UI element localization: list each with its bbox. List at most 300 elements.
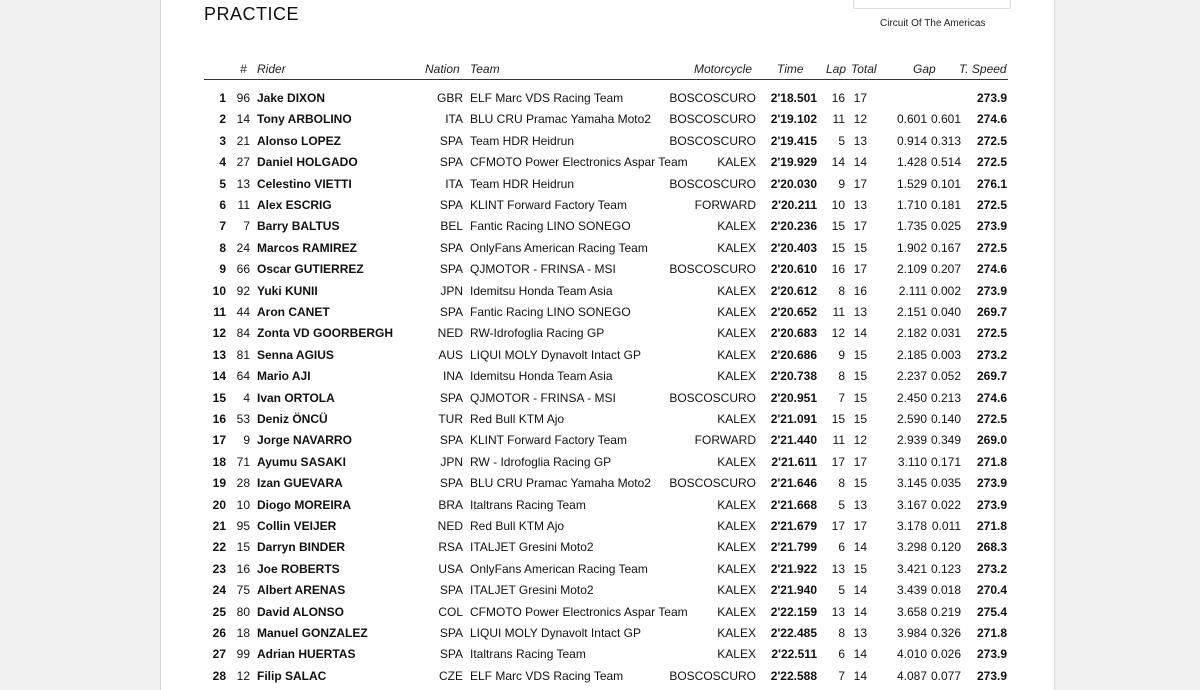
cell-rider: Collin VEIJER [257, 519, 337, 533]
cell-motorcycle: KALEX [717, 540, 756, 555]
cell-nation: SPA [439, 198, 463, 212]
cell-motorcycle: KALEX [717, 326, 756, 341]
header-time: Time [777, 62, 804, 76]
cell-lap: 6 [838, 647, 845, 662]
cell-team: Red Bull KTM Ajo [470, 519, 565, 533]
cell-motorcycle: BOSCOSCURO [669, 476, 756, 491]
table-row [161, 431, 1054, 451]
table-row [161, 410, 1054, 430]
cell-time: 2'20.652 [770, 305, 817, 319]
cell-lap: 11 [832, 433, 845, 448]
cell-top-speed: 273.2 [976, 347, 1007, 362]
cell-number: 16 [236, 561, 250, 576]
cell-total: 14 [853, 326, 867, 341]
cell-team: BLU CRU Pramac Yamaha Moto2 [470, 476, 651, 491]
cell-lap: 13 [831, 604, 845, 619]
cell-number: 53 [236, 412, 250, 426]
cell-rider: Aron CANET [257, 305, 330, 319]
cell-top-speed: 270.4 [976, 583, 1007, 598]
results-table [161, 0, 1054, 690]
cell-team: Italtrans Racing Team [470, 647, 586, 662]
cell-top-speed: 272.5 [976, 412, 1007, 426]
cell-lap: 10 [831, 198, 845, 212]
cell-team: Team HDR Heidrun [470, 133, 575, 148]
cell-motorcycle: KALEX [717, 647, 756, 662]
cell-motorcycle: KALEX [717, 519, 756, 533]
table-row [161, 603, 1054, 623]
header-speed: T. Speed [959, 62, 1007, 76]
table-row [161, 667, 1054, 687]
cell-rider: Daniel HOLGADO [257, 155, 358, 170]
cell-total: 17 [853, 454, 867, 469]
cell-motorcycle: KALEX [717, 283, 756, 298]
table-row [161, 175, 1054, 195]
cell-rider: Yuki KUNII [257, 283, 318, 298]
cell-top-speed: 275.4 [976, 604, 1007, 619]
table-row [161, 303, 1054, 323]
cell-gap-prev: 0.011 [931, 519, 961, 533]
cell-motorcycle: KALEX [717, 583, 756, 598]
cell-rider: Alonso LOPEZ [257, 133, 341, 148]
cell-gap-first: 3.984 [896, 626, 927, 640]
cell-gap-first: 3.439 [896, 583, 927, 598]
page-title: PRACTICE [204, 4, 300, 24]
cell-top-speed: 273.9 [976, 91, 1007, 105]
cell-position: 4 [219, 155, 226, 170]
cell-team: Team HDR Heidrun [470, 176, 575, 191]
cell-total: 14 [853, 647, 867, 662]
cell-number: 44 [236, 305, 250, 319]
header-gap: Gap [913, 62, 936, 76]
cell-position: 10 [212, 283, 226, 298]
cell-lap: 13 [831, 561, 845, 576]
cell-lap: 8 [838, 369, 845, 384]
cell-position: 1 [219, 91, 226, 105]
cell-motorcycle: BOSCOSCURO [669, 668, 756, 683]
cell-number: 95 [236, 519, 250, 533]
cell-motorcycle: KALEX [717, 497, 756, 512]
cell-time: 2'19.102 [770, 112, 817, 127]
cell-lap: 8 [838, 283, 845, 298]
cell-time: 2'20.738 [770, 369, 817, 384]
cell-gap-prev: 0.601 [930, 112, 961, 127]
cell-position: 11 [213, 305, 226, 319]
cell-position: 24 [212, 583, 226, 598]
cell-number: 99 [236, 647, 250, 662]
cell-team: CFMOTO Power Electronics Aspar Team [470, 604, 688, 619]
cell-top-speed: 273.9 [976, 219, 1007, 234]
cell-number: 27 [236, 155, 250, 170]
cell-gap-first: 3.167 [896, 497, 927, 512]
cell-lap: 7 [838, 390, 845, 405]
cell-total: 15 [853, 240, 867, 255]
cell-rider: Deniz ÖNCÜ [257, 412, 328, 426]
cell-lap: 14 [831, 155, 845, 170]
cell-motorcycle: BOSCOSCURO [669, 176, 756, 191]
table-row [161, 389, 1054, 409]
cell-motorcycle: KALEX [717, 604, 756, 619]
header-total: Total [851, 62, 877, 76]
cell-gap-first: 2.237 [896, 369, 927, 384]
cell-gap-prev: 0.120 [930, 540, 961, 555]
table-row [161, 282, 1054, 302]
table-row [161, 560, 1054, 580]
table-row [161, 89, 1054, 109]
cell-time: 2'20.236 [770, 219, 817, 234]
cell-number: 12 [236, 668, 250, 683]
cell-gap-prev: 0.031 [930, 326, 961, 341]
cell-top-speed: 273.9 [976, 668, 1007, 683]
cell-motorcycle: FORWARD [694, 433, 756, 448]
cell-top-speed: 269.7 [976, 369, 1007, 384]
cell-team: RW-Idrofoglia Racing GP [470, 326, 605, 341]
header-lap: Lap [826, 62, 847, 76]
cell-lap: 12 [831, 326, 845, 341]
cell-total: 15 [853, 561, 867, 576]
cell-total: 13 [853, 305, 867, 319]
cell-time: 2'21.922 [770, 561, 817, 576]
cell-rider: Marcos RAMIREZ [257, 240, 358, 255]
cell-motorcycle: KALEX [717, 240, 756, 255]
cell-motorcycle: KALEX [717, 219, 756, 234]
cell-top-speed: 268.3 [976, 540, 1007, 555]
cell-position: 21 [212, 519, 226, 533]
cell-nation: SPA [439, 240, 463, 255]
cell-time: 2'22.485 [770, 626, 817, 640]
cell-nation: SPA [439, 262, 463, 277]
cell-position: 19 [212, 476, 226, 491]
cell-gap-first: 3.421 [896, 561, 927, 576]
cell-top-speed: 271.8 [976, 519, 1007, 533]
cell-position: 16 [212, 412, 226, 426]
cell-top-speed: 271.8 [976, 626, 1007, 640]
cell-position: 27 [212, 647, 226, 662]
cell-position: 8 [219, 240, 226, 255]
cell-rider: Diogo MOREIRA [257, 497, 351, 512]
cell-total: 12 [853, 433, 867, 448]
cell-gap-first: 2.182 [896, 326, 927, 341]
cell-time: 2'20.612 [770, 283, 817, 298]
cell-time: 2'21.799 [770, 540, 817, 555]
cell-time: 2'20.211 [771, 198, 817, 212]
cell-top-speed: 272.5 [976, 240, 1007, 255]
cell-team: RW - Idrofoglia Racing GP [470, 454, 612, 469]
cell-position: 18 [212, 454, 226, 469]
cell-gap-first: 0.914 [896, 133, 927, 148]
cell-time: 2'20.683 [770, 326, 817, 341]
cell-nation: TUR [438, 412, 463, 426]
cell-time: 2'18.501 [770, 91, 817, 105]
cell-gap-first: 1.710 [896, 198, 927, 212]
cell-number: 18 [236, 626, 250, 640]
header-team: Team [470, 62, 500, 76]
cell-rider: Izan GUEVARA [257, 476, 343, 491]
cell-time: 2'20.030 [770, 176, 817, 191]
cell-gap-prev: 0.514 [930, 155, 961, 170]
cell-team: QJMOTOR - FRINSA - MSI [470, 390, 616, 405]
cell-gap-first: 3.658 [896, 604, 927, 619]
table-row [161, 217, 1054, 237]
cell-gap-first: 2.185 [896, 347, 927, 362]
cell-number: 71 [236, 454, 250, 469]
cell-position: 22 [212, 540, 226, 555]
cell-number: 11 [237, 198, 250, 212]
cell-position: 17 [212, 433, 226, 448]
cell-position: 14 [212, 369, 226, 384]
cell-nation: AUS [438, 347, 463, 362]
cell-team: Italtrans Racing Team [470, 497, 586, 512]
cell-gap-prev: 0.018 [930, 583, 961, 598]
table-row [161, 239, 1054, 259]
cell-gap-prev: 0.002 [930, 283, 961, 298]
cell-rider: David ALONSO [257, 604, 344, 619]
cell-rider: Darryn BINDER [257, 540, 346, 555]
cell-position: 23 [212, 561, 226, 576]
cell-gap-prev: 0.213 [930, 390, 961, 405]
cell-motorcycle: KALEX [717, 454, 756, 469]
table-row [161, 581, 1054, 601]
cell-gap-prev: 0.022 [930, 497, 961, 512]
cell-rider: Oscar GUTIERREZ [257, 262, 364, 277]
cell-position: 7 [219, 219, 226, 234]
cell-number: 64 [236, 369, 250, 384]
cell-position: 20 [212, 497, 226, 512]
cell-position: 26 [212, 626, 226, 640]
cell-top-speed: 273.9 [976, 647, 1007, 662]
header-num: # [240, 62, 247, 76]
cell-nation: SPA [439, 626, 463, 640]
cell-team: Fantic Racing LINO SONEGO [470, 219, 631, 234]
cell-total: 17 [853, 219, 867, 234]
cell-time: 2'21.679 [770, 519, 817, 533]
cell-total: 13 [853, 626, 867, 640]
cell-team: ELF Marc VDS Racing Team [470, 668, 624, 683]
cell-number: 24 [236, 240, 250, 255]
cell-lap: 16 [831, 91, 845, 105]
cell-time: 2'22.511 [771, 647, 817, 662]
cell-number: 14 [236, 112, 250, 127]
cell-nation: SPA [439, 133, 463, 148]
cell-motorcycle: BOSCOSCURO [669, 390, 756, 405]
cell-lap: 9 [838, 347, 845, 362]
cell-team: KLINT Forward Factory Team [470, 198, 627, 212]
cell-rider: Zonta VD GOORBERGH [257, 326, 394, 341]
cell-motorcycle: KALEX [717, 155, 756, 170]
cell-gap-first: 2.151 [896, 305, 927, 319]
cell-gap-prev: 0.313 [930, 133, 961, 148]
cell-number: 75 [236, 583, 250, 598]
cell-rider: Alex ESCRIG [257, 198, 332, 212]
cell-number: 15 [236, 540, 250, 555]
cell-total: 13 [853, 133, 867, 148]
cell-position: 13 [212, 347, 226, 362]
cell-top-speed: 273.9 [976, 283, 1007, 298]
cell-motorcycle: KALEX [717, 561, 756, 576]
cell-position: 5 [219, 176, 226, 191]
cell-top-speed: 273.2 [976, 561, 1007, 576]
cell-nation: BRA [438, 497, 463, 512]
cell-nation: USA [438, 561, 463, 576]
cell-lap: 11 [832, 305, 845, 319]
cell-number: 7 [243, 219, 250, 234]
cell-gap-prev: 0.101 [930, 176, 961, 191]
cell-time: 2'21.091 [770, 412, 817, 426]
cell-lap: 5 [838, 133, 845, 148]
cell-position: 9 [219, 262, 226, 277]
cell-total: 16 [853, 283, 867, 298]
cell-rider: Mario AJI [257, 369, 311, 384]
cell-nation: JPN [440, 454, 463, 469]
cell-lap: 15 [831, 240, 845, 255]
table-row [161, 367, 1054, 387]
cell-motorcycle: KALEX [717, 412, 756, 426]
cell-motorcycle: BOSCOSCURO [669, 112, 756, 127]
cell-total: 15 [853, 412, 867, 426]
cell-gap-prev: 0.140 [930, 412, 961, 426]
cell-time: 2'20.951 [770, 390, 817, 405]
table-row [161, 260, 1054, 280]
cell-gap-prev: 0.219 [930, 604, 961, 619]
cell-time: 2'20.686 [770, 347, 817, 362]
cell-team: Idemitsu Honda Team Asia [470, 369, 613, 384]
cell-rider: Manuel GONZALEZ [257, 626, 368, 640]
cell-top-speed: 272.5 [976, 133, 1007, 148]
cell-top-speed: 269.7 [976, 305, 1007, 319]
results-sheet [160, 0, 1055, 690]
cell-gap-prev: 0.207 [930, 262, 961, 277]
cell-gap-prev: 0.167 [930, 240, 961, 255]
cell-nation: SPA [439, 476, 463, 491]
cell-number: 10 [236, 497, 250, 512]
cell-gap-first: 1.428 [896, 155, 927, 170]
cell-lap: 5 [838, 497, 845, 512]
cell-gap-prev: 0.035 [930, 476, 961, 491]
cell-top-speed: 272.5 [976, 155, 1007, 170]
cell-gap-prev: 0.349 [930, 433, 961, 448]
table-row [161, 517, 1054, 537]
cell-gap-prev: 0.052 [930, 369, 961, 384]
cell-position: 2 [219, 112, 226, 127]
cell-gap-first: 3.145 [896, 476, 927, 491]
table-row [161, 346, 1054, 366]
cell-team: ELF Marc VDS Racing Team [470, 91, 624, 105]
cell-top-speed: 271.8 [976, 454, 1007, 469]
cell-top-speed: 276.1 [976, 176, 1007, 191]
cell-rider: Jake DIXON [257, 91, 326, 105]
cell-team: KLINT Forward Factory Team [470, 433, 627, 448]
cell-position: 28 [212, 668, 226, 683]
cell-top-speed: 274.6 [976, 262, 1007, 277]
cell-position: 6 [219, 198, 226, 212]
cell-lap: 17 [831, 454, 845, 469]
cell-number: 84 [236, 326, 250, 341]
table-row [161, 474, 1054, 494]
cell-motorcycle: KALEX [717, 347, 756, 362]
cell-position: 3 [219, 133, 226, 148]
cell-rider: Adrian HUERTAS [257, 647, 356, 662]
cell-lap: 6 [838, 540, 845, 555]
cell-nation: ITA [445, 112, 463, 127]
cell-rider: Joe ROBERTS [257, 561, 340, 576]
cell-gap-first: 0.601 [896, 112, 927, 127]
cell-total: 14 [853, 604, 867, 619]
cell-number: 92 [236, 283, 250, 298]
cell-nation: ITA [445, 176, 463, 191]
table-row [161, 496, 1054, 516]
cell-nation: RSA [438, 540, 463, 555]
cell-lap: 8 [838, 476, 845, 491]
cell-gap-prev: 0.123 [930, 561, 961, 576]
cell-nation: SPA [439, 583, 463, 598]
cell-rider: Barry BALTUS [257, 219, 340, 234]
cell-motorcycle: KALEX [717, 626, 756, 640]
table-row [161, 538, 1054, 558]
cell-nation: INA [442, 369, 463, 384]
cell-total: 14 [853, 583, 867, 598]
cell-motorcycle: KALEX [717, 305, 756, 319]
cell-gap-first: 3.178 [896, 519, 927, 533]
cell-top-speed: 272.5 [976, 326, 1007, 341]
cell-number: 9 [243, 433, 250, 448]
cell-lap: 15 [831, 412, 845, 426]
header-rider: Rider [257, 62, 286, 76]
cell-number: 80 [236, 604, 250, 619]
cell-lap: 15 [831, 219, 845, 234]
cell-nation: SPA [439, 155, 463, 170]
cell-gap-first: 1.735 [896, 219, 927, 234]
cell-gap-first: 1.529 [896, 176, 927, 191]
cell-time: 2'19.929 [770, 155, 817, 170]
cell-team: Red Bull KTM Ajo [470, 412, 565, 426]
cell-team: ITALJET Gresini Moto2 [470, 540, 594, 555]
cell-time: 2'21.611 [771, 454, 817, 469]
cell-number: 66 [236, 262, 250, 277]
table-row [161, 645, 1054, 665]
cell-number: 28 [236, 476, 250, 491]
cell-total: 17 [853, 91, 867, 105]
cell-gap-prev: 0.040 [930, 305, 961, 319]
cell-rider: Ivan ORTOLA [257, 390, 335, 405]
table-row [161, 110, 1054, 130]
cell-time: 2'21.646 [770, 476, 817, 491]
cell-total: 17 [853, 262, 867, 277]
cell-top-speed: 273.9 [976, 497, 1007, 512]
cell-nation: SPA [439, 433, 463, 448]
cell-number: 21 [236, 133, 250, 148]
cell-gap-prev: 0.326 [930, 626, 961, 640]
cell-gap-prev: 0.181 [930, 198, 961, 212]
cell-lap: 5 [838, 583, 845, 598]
cell-gap-first: 2.450 [896, 390, 927, 405]
cell-top-speed: 272.5 [976, 198, 1007, 212]
cell-nation: NED [437, 326, 463, 341]
cell-lap: 7 [838, 668, 845, 683]
cell-total: 15 [853, 476, 867, 491]
cell-motorcycle: FORWARD [694, 198, 756, 212]
cell-team: OnlyFans American Racing Team [470, 240, 648, 255]
circuit-name: Circuit Of The Americas [880, 18, 986, 29]
cell-gap-first: 2.590 [896, 412, 927, 426]
cell-nation: SPA [439, 390, 463, 405]
cell-motorcycle: BOSCOSCURO [669, 91, 756, 105]
cell-gap-prev: 0.171 [930, 454, 961, 469]
cell-time: 2'20.403 [770, 240, 817, 255]
cell-top-speed: 274.6 [976, 390, 1007, 405]
cell-team: Fantic Racing LINO SONEGO [470, 305, 631, 319]
cell-gap-first: 4.010 [896, 647, 927, 662]
cell-team: Idemitsu Honda Team Asia [470, 283, 613, 298]
cell-team: BLU CRU Pramac Yamaha Moto2 [470, 112, 651, 127]
